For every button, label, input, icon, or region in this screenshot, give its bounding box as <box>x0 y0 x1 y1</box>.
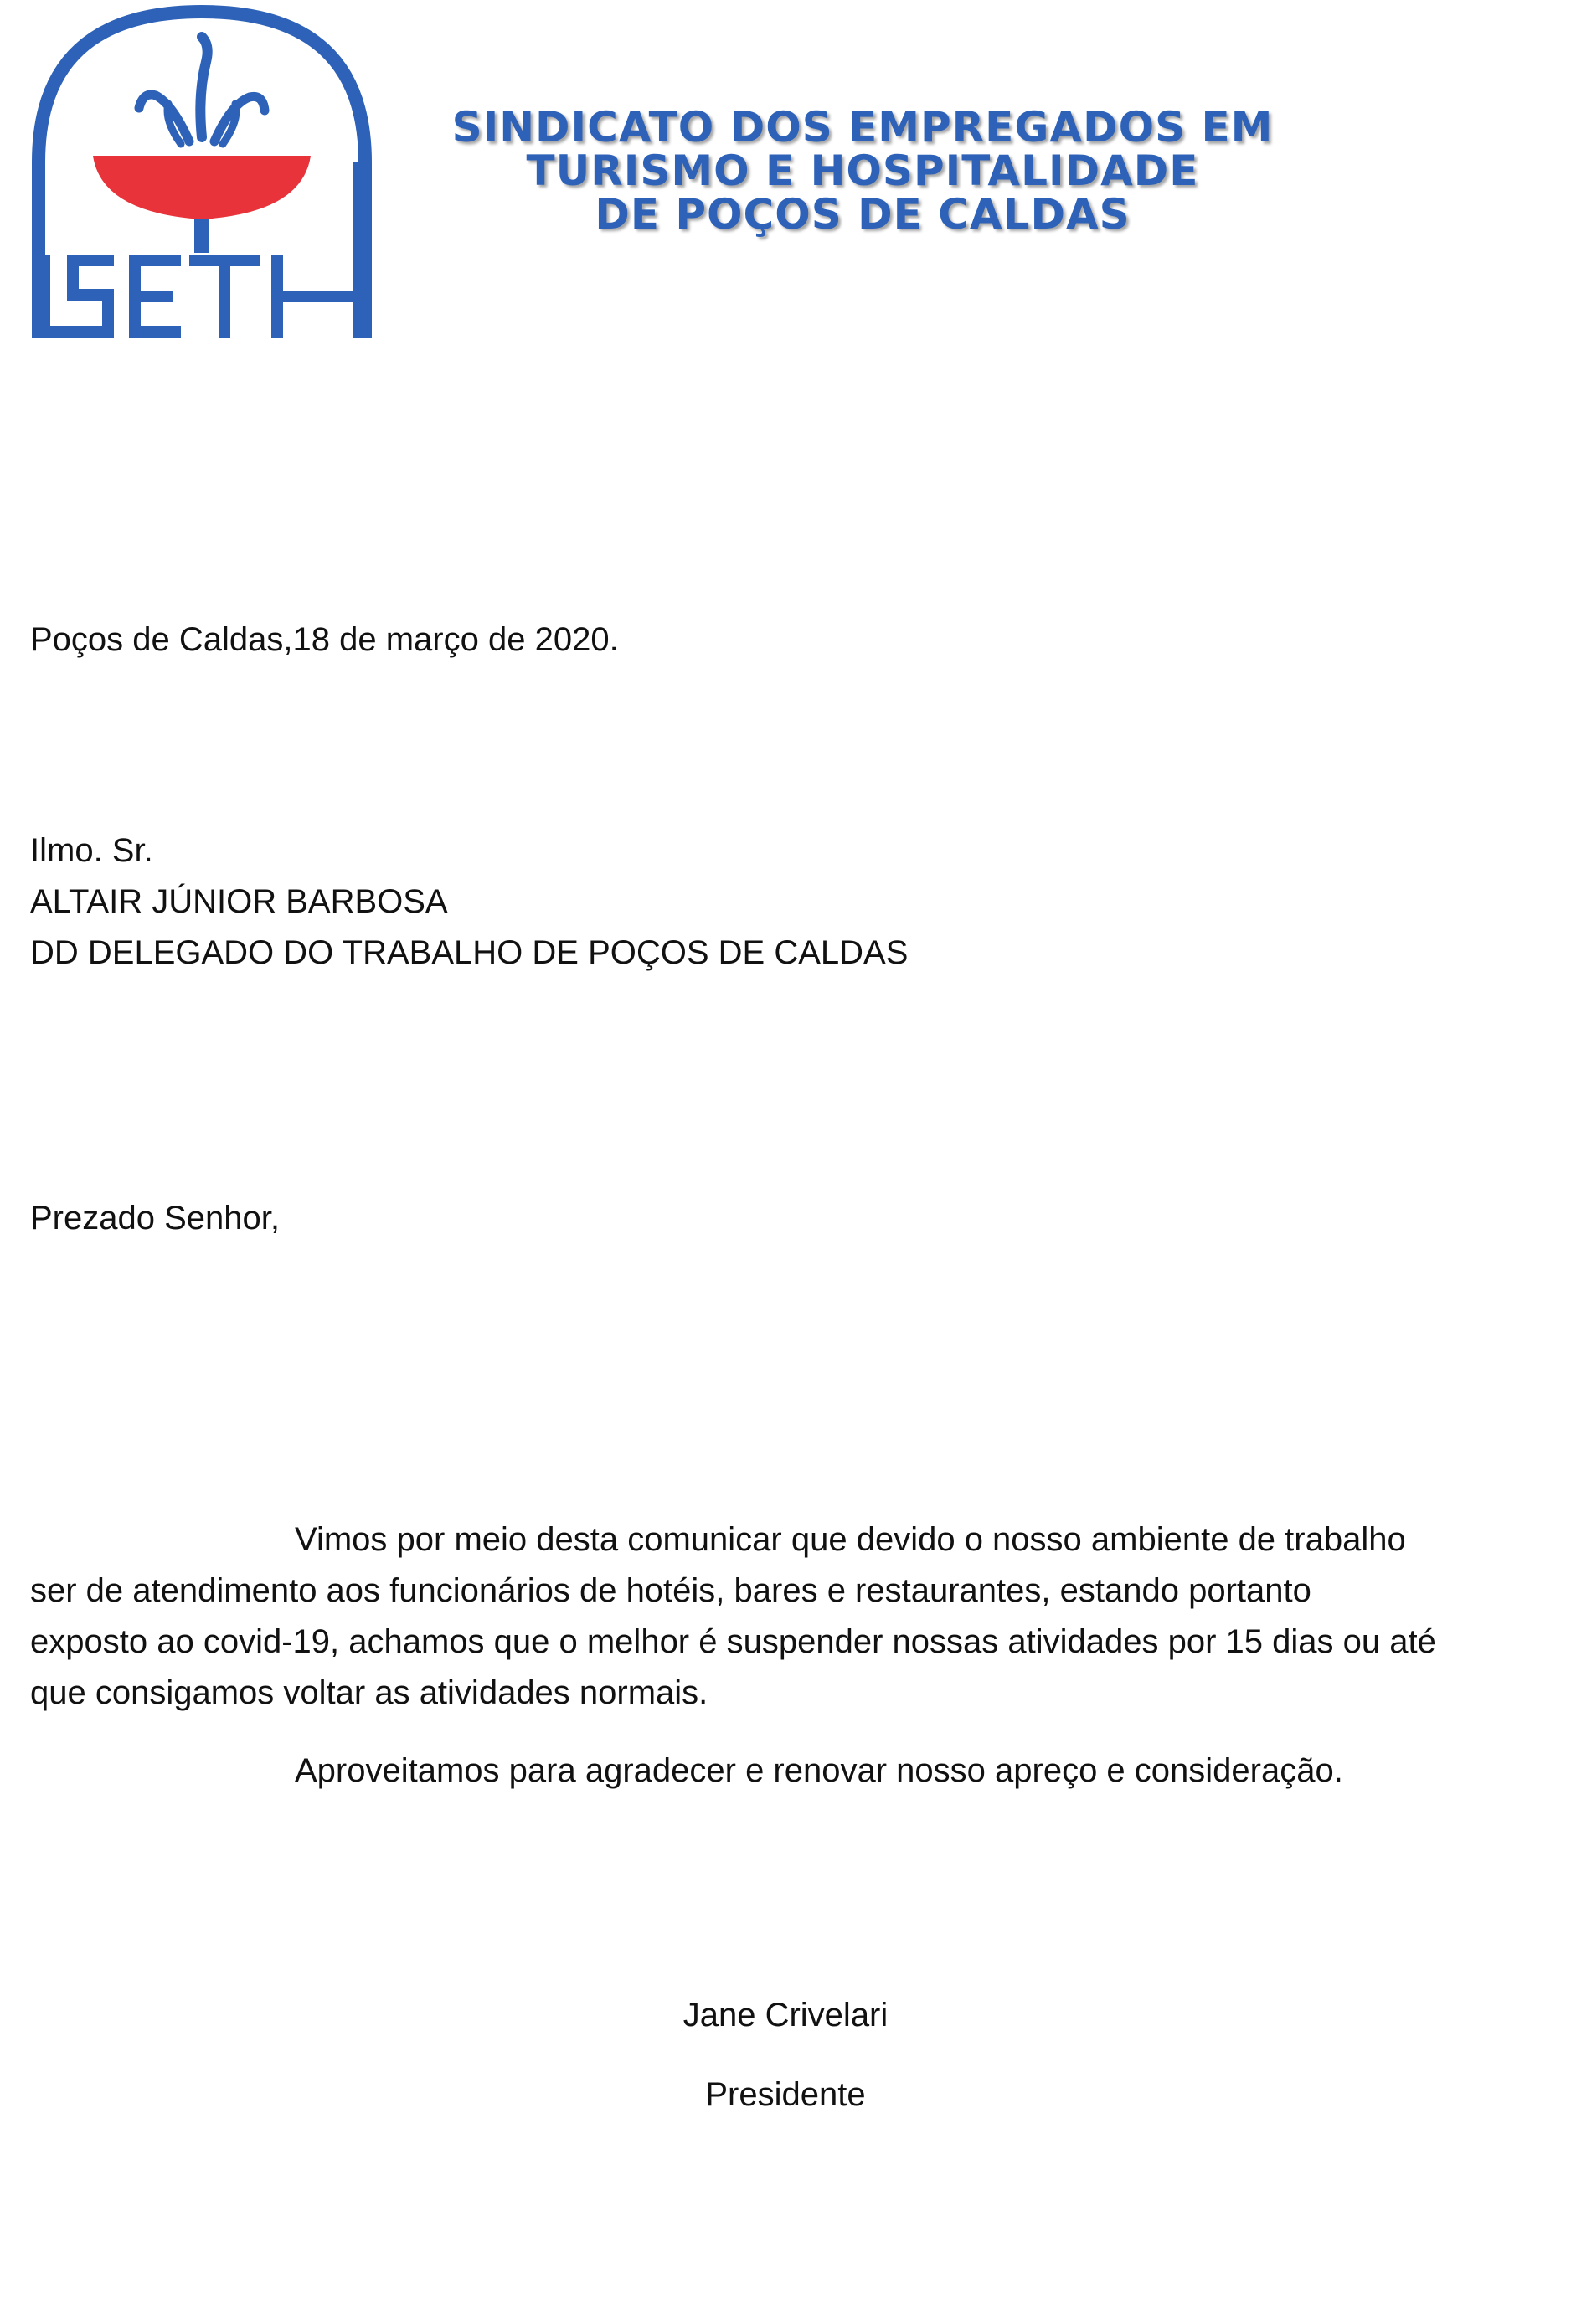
recipient-honorific: Ilmo. Sr. <box>30 832 153 869</box>
signature-name <box>0 1990 1571 2041</box>
body-line-1: Vimos por meio desta comunicar que devido o nosso ambiente de trabalho <box>295 1521 1406 1558</box>
org-name-line-2: TURISMO E HOSPITALIDADE <box>526 147 1199 195</box>
seth-logo <box>30 3 373 347</box>
signature-role-text: Presidente <box>705 2076 866 2113</box>
signature-name-text: Jane Crivelari <box>682 1997 889 2034</box>
body-paragraph <box>30 1514 1521 1719</box>
org-name-line-3: DE POÇOS DE CALDAS <box>595 190 1131 239</box>
salutation: Prezado Senhor, <box>30 1200 280 1237</box>
closing-sentence: Aproveitamos para agradecer e renovar nosso apreço e consideração. <box>295 1752 1343 1789</box>
organization-name <box>419 103 1306 239</box>
recipient-title: DD DELEGADO DO TRABALHO DE POÇOS DE CALDAS <box>30 934 909 971</box>
org-name-line-1: SINDICATO DOS EMPREGADOS EM <box>451 103 1274 152</box>
fountain-icon <box>93 37 311 253</box>
letter-date: Poços de Caldas,18 de março de 2020. <box>30 621 619 658</box>
body-line-2: ser de atendimento aos funcionários de hotéis, bares e restaurantes, estando portanto <box>30 1572 1311 1609</box>
body-line-4: que consigamos voltar as atividades normais. <box>30 1674 708 1711</box>
body-line-3: exposto ao covid-19, achamos que o melhor é suspender nossas atividades por 15 dias ou até <box>30 1623 1436 1660</box>
recipient-name: ALTAIR JÚNIOR BARBOSA <box>30 883 448 920</box>
recipient-block <box>30 825 908 979</box>
signature-role <box>0 2069 1571 2121</box>
